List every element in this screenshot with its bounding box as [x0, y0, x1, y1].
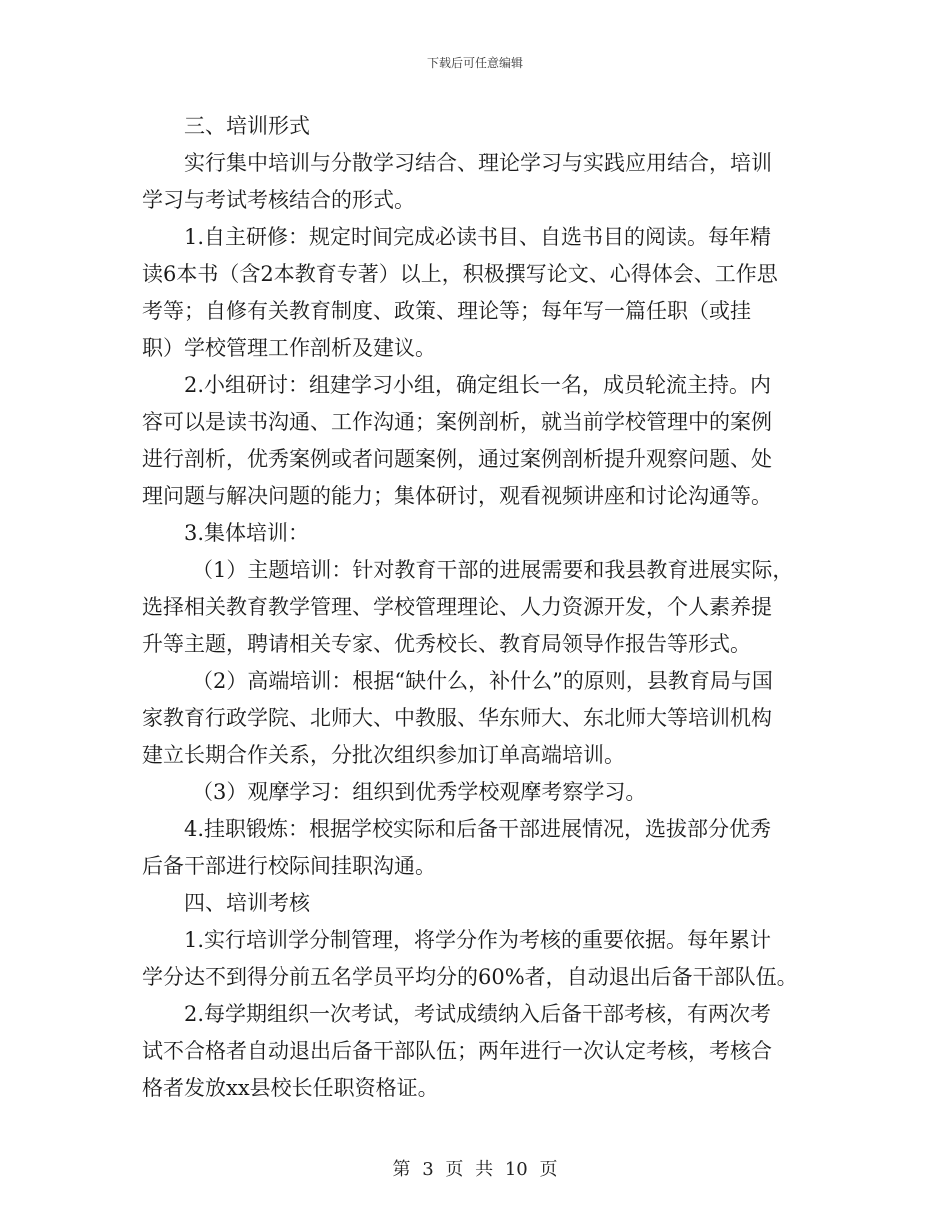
paragraph-line: 进行剖析，优秀案例或者问题案例，通过案例剖析提升观察问题、处: [142, 447, 772, 471]
paragraph-line: （2）高端培训：根据“缺什么，补什么”的原则，县教育局与国: [192, 669, 773, 693]
paragraph-line: （3）观摩学习：组织到优秀学校观摩考察学习。: [192, 780, 647, 804]
section-heading: 四、培训考核: [184, 891, 310, 915]
paragraph-line: 格者发放xx县校长任职资格证。: [142, 1076, 439, 1100]
paragraph-line: 2.每学期组织一次考试，考试成绩纳入后备干部考核，有两次考: [184, 1002, 772, 1026]
paragraph-line: 后备干部进行校际间挂职沟通。: [142, 854, 436, 878]
paragraph-line: 试不合格者自动退出后备干部队伍；两年进行一次认定考核，考核合: [142, 1039, 772, 1063]
paragraph-line: 2.小组研讨：组建学习小组，确定组长一名，成员轮流主持。内: [184, 373, 772, 397]
paragraph-line: 1.自主研修：规定时间完成必读书目、自选书目的阅读。每年精: [184, 225, 772, 249]
paragraph-line: 实行集中培训与分散学习结合、理论学习与实践应用结合，培训: [184, 151, 772, 175]
page-number: 第 3 页 共 10 页: [392, 1159, 558, 1180]
page-header: 下载后可任意编辑: [426, 56, 523, 70]
paragraph-line: （1）主题培训：针对教育干部的进展需要和我县教育进展实际，: [192, 558, 794, 582]
paragraph-line: 建立长期合作关系，分批次组织参加订单高端培训。: [142, 743, 625, 767]
paragraph-line: 家教育行政学院、北师大、中教服、华东师大、东北师大等培训机构: [142, 706, 772, 730]
paragraph-line: 升等主题，聘请相关专家、优秀校长、教育局领导作报告等形式。: [142, 632, 751, 656]
paragraph-line: 选择相关教育教学管理、学校管理理论、人力资源开发，个人素养提: [142, 595, 772, 619]
document-body: [142, 108, 812, 1107]
paragraph-line: 读6本书（含2本教育专著）以上，积极撰写论文、心得体会、工作思: [142, 262, 778, 286]
section-heading: 三、培训形式: [184, 114, 310, 138]
paragraph-line: 学分达不到得分前五名学员平均分的60%者，自动退出后备干部队伍。: [142, 965, 798, 989]
paragraph-line: 职）学校管理工作剖析及建议。: [142, 336, 436, 360]
paragraph-line: 考等；自修有关教育制度、政策、理论等；每年写一篇任职（或挂: [142, 299, 751, 323]
paragraph-line: 容可以是读书沟通、工作沟通；案例剖析，就当前学校管理中的案例: [142, 410, 772, 434]
paragraph-line: 3.集体培训：: [184, 521, 310, 545]
paragraph-line: 4.挂职锻炼：根据学校实际和后备干部进展情况，选拔部分优秀: [184, 817, 772, 841]
paragraph-line: 理问题与解决问题的能力；集体研讨，观看视频讲座和讨论沟通等。: [142, 484, 772, 508]
paragraph-line: 学习与考试考核结合的形式。: [142, 188, 415, 212]
paragraph-line: 1.实行培训学分制管理，将学分作为考核的重要依据。每年累计: [184, 928, 772, 952]
